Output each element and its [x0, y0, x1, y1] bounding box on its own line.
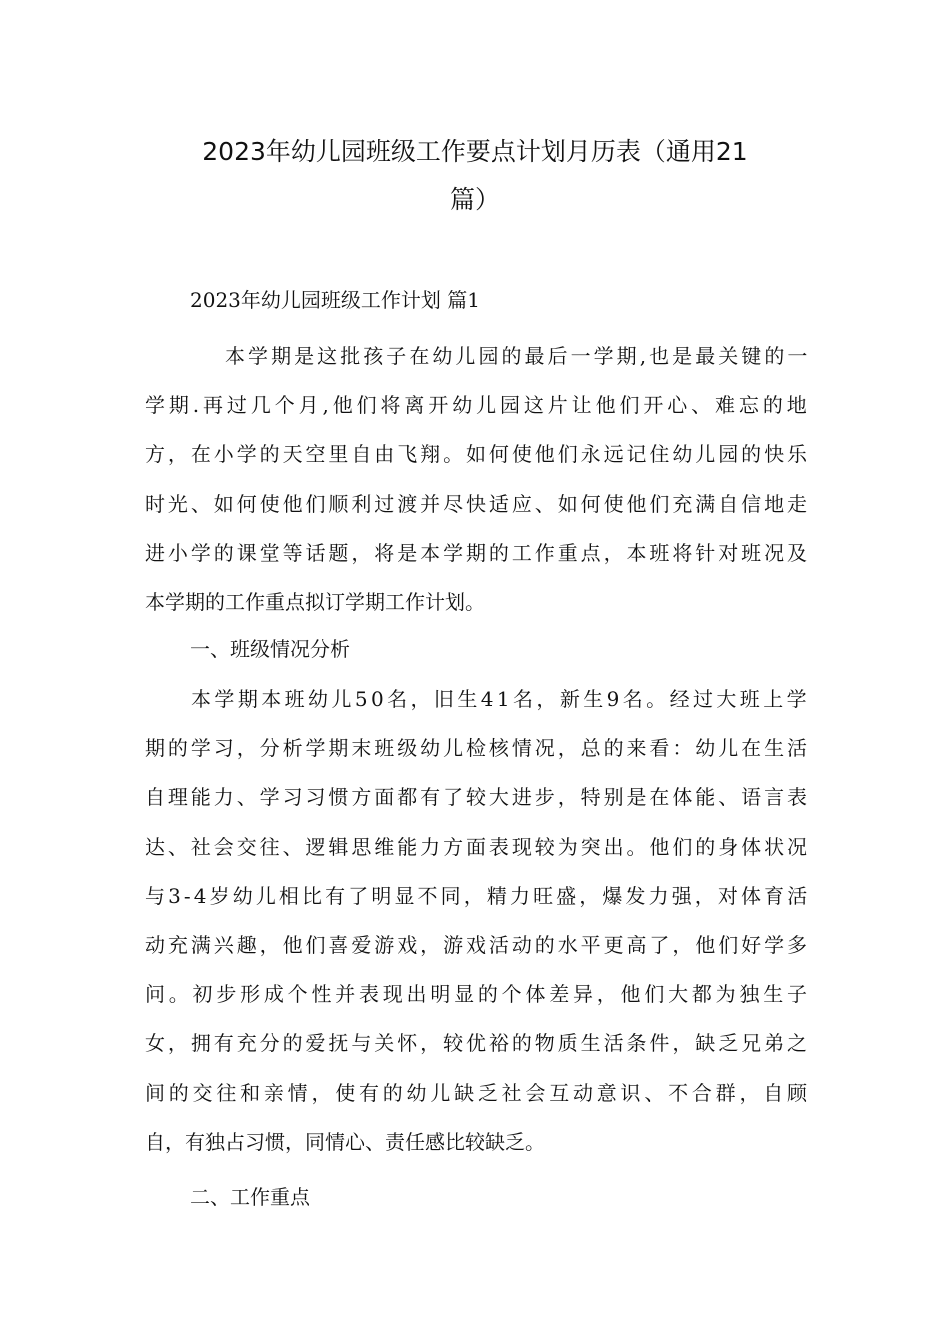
paragraph-line: 问。初步形成个性并表现出明显的个体差异，他们大都为独生子: [145, 982, 811, 1007]
paragraph-line: 本学期本班幼儿50名，旧生41名，新生9名。经过大班上学: [191, 687, 811, 711]
paragraph-line: 间的交往和亲情，使有的幼儿缺乏社会互动意识、不合群，自顾: [145, 1080, 811, 1105]
paragraph-class-analysis: [145, 675, 811, 1167]
heading-class-analysis: 一、班级情况分析: [190, 637, 350, 661]
paragraph-line: 学期.再过几个月,他们将离开幼儿园这片让他们开心、难忘的地: [145, 393, 811, 418]
paragraph-line: 达、社会交往、逻辑思维能力方面表现较为突出。他们的身体状况: [145, 834, 810, 859]
title-line: 2023年幼儿园班级工作要点计划月历表（通用21: [202, 137, 748, 166]
paragraph-line: 进小学的课堂等话题，将是本学期的工作重点，本班将针对班况及: [145, 540, 810, 565]
paragraph-line: 本学期的工作重点拟订学期工作计划。: [145, 590, 485, 615]
paragraph-line: 与3-4岁幼儿相比有了明显不同，精力旺盛，爆发力强，对体育活: [145, 883, 811, 908]
paragraph-line: 本学期是这批孩子在幼儿园的最后一学期,也是最关键的一: [225, 344, 811, 368]
paragraph-intro: [145, 332, 811, 627]
paragraph-line: 方，在小学的天空里自由飞翔。如何使他们永远记住幼儿园的快乐: [145, 442, 810, 467]
document-title: [145, 128, 805, 224]
paragraph-line: 自理能力、学习习惯方面都有了较大进步，特别是在体能、语言表: [145, 785, 810, 810]
paragraph-line: 动充满兴趣，他们喜爱游戏，游戏活动的水平更高了，他们好学多: [145, 933, 810, 958]
section-subtitle: 2023年幼儿园班级工作计划 篇1: [190, 288, 480, 312]
paragraph-line: 女，拥有充分的爱抚与关怀，较优裕的物质生活条件，缺乏兄弟之: [145, 1031, 810, 1056]
paragraph-line: 期的学习，分析学期末班级幼儿检核情况，总的来看：幼儿在生活: [145, 736, 810, 761]
title-line: 篇）: [449, 185, 500, 214]
heading-work-focus: 二、工作重点: [190, 1185, 310, 1209]
paragraph-line: 时光、如何使他们顺利过渡并尽快适应、如何使他们充满自信地走: [145, 491, 810, 516]
paragraph-line: 自，有独占习惯，同情心、责任感比较缺乏。: [145, 1129, 545, 1154]
